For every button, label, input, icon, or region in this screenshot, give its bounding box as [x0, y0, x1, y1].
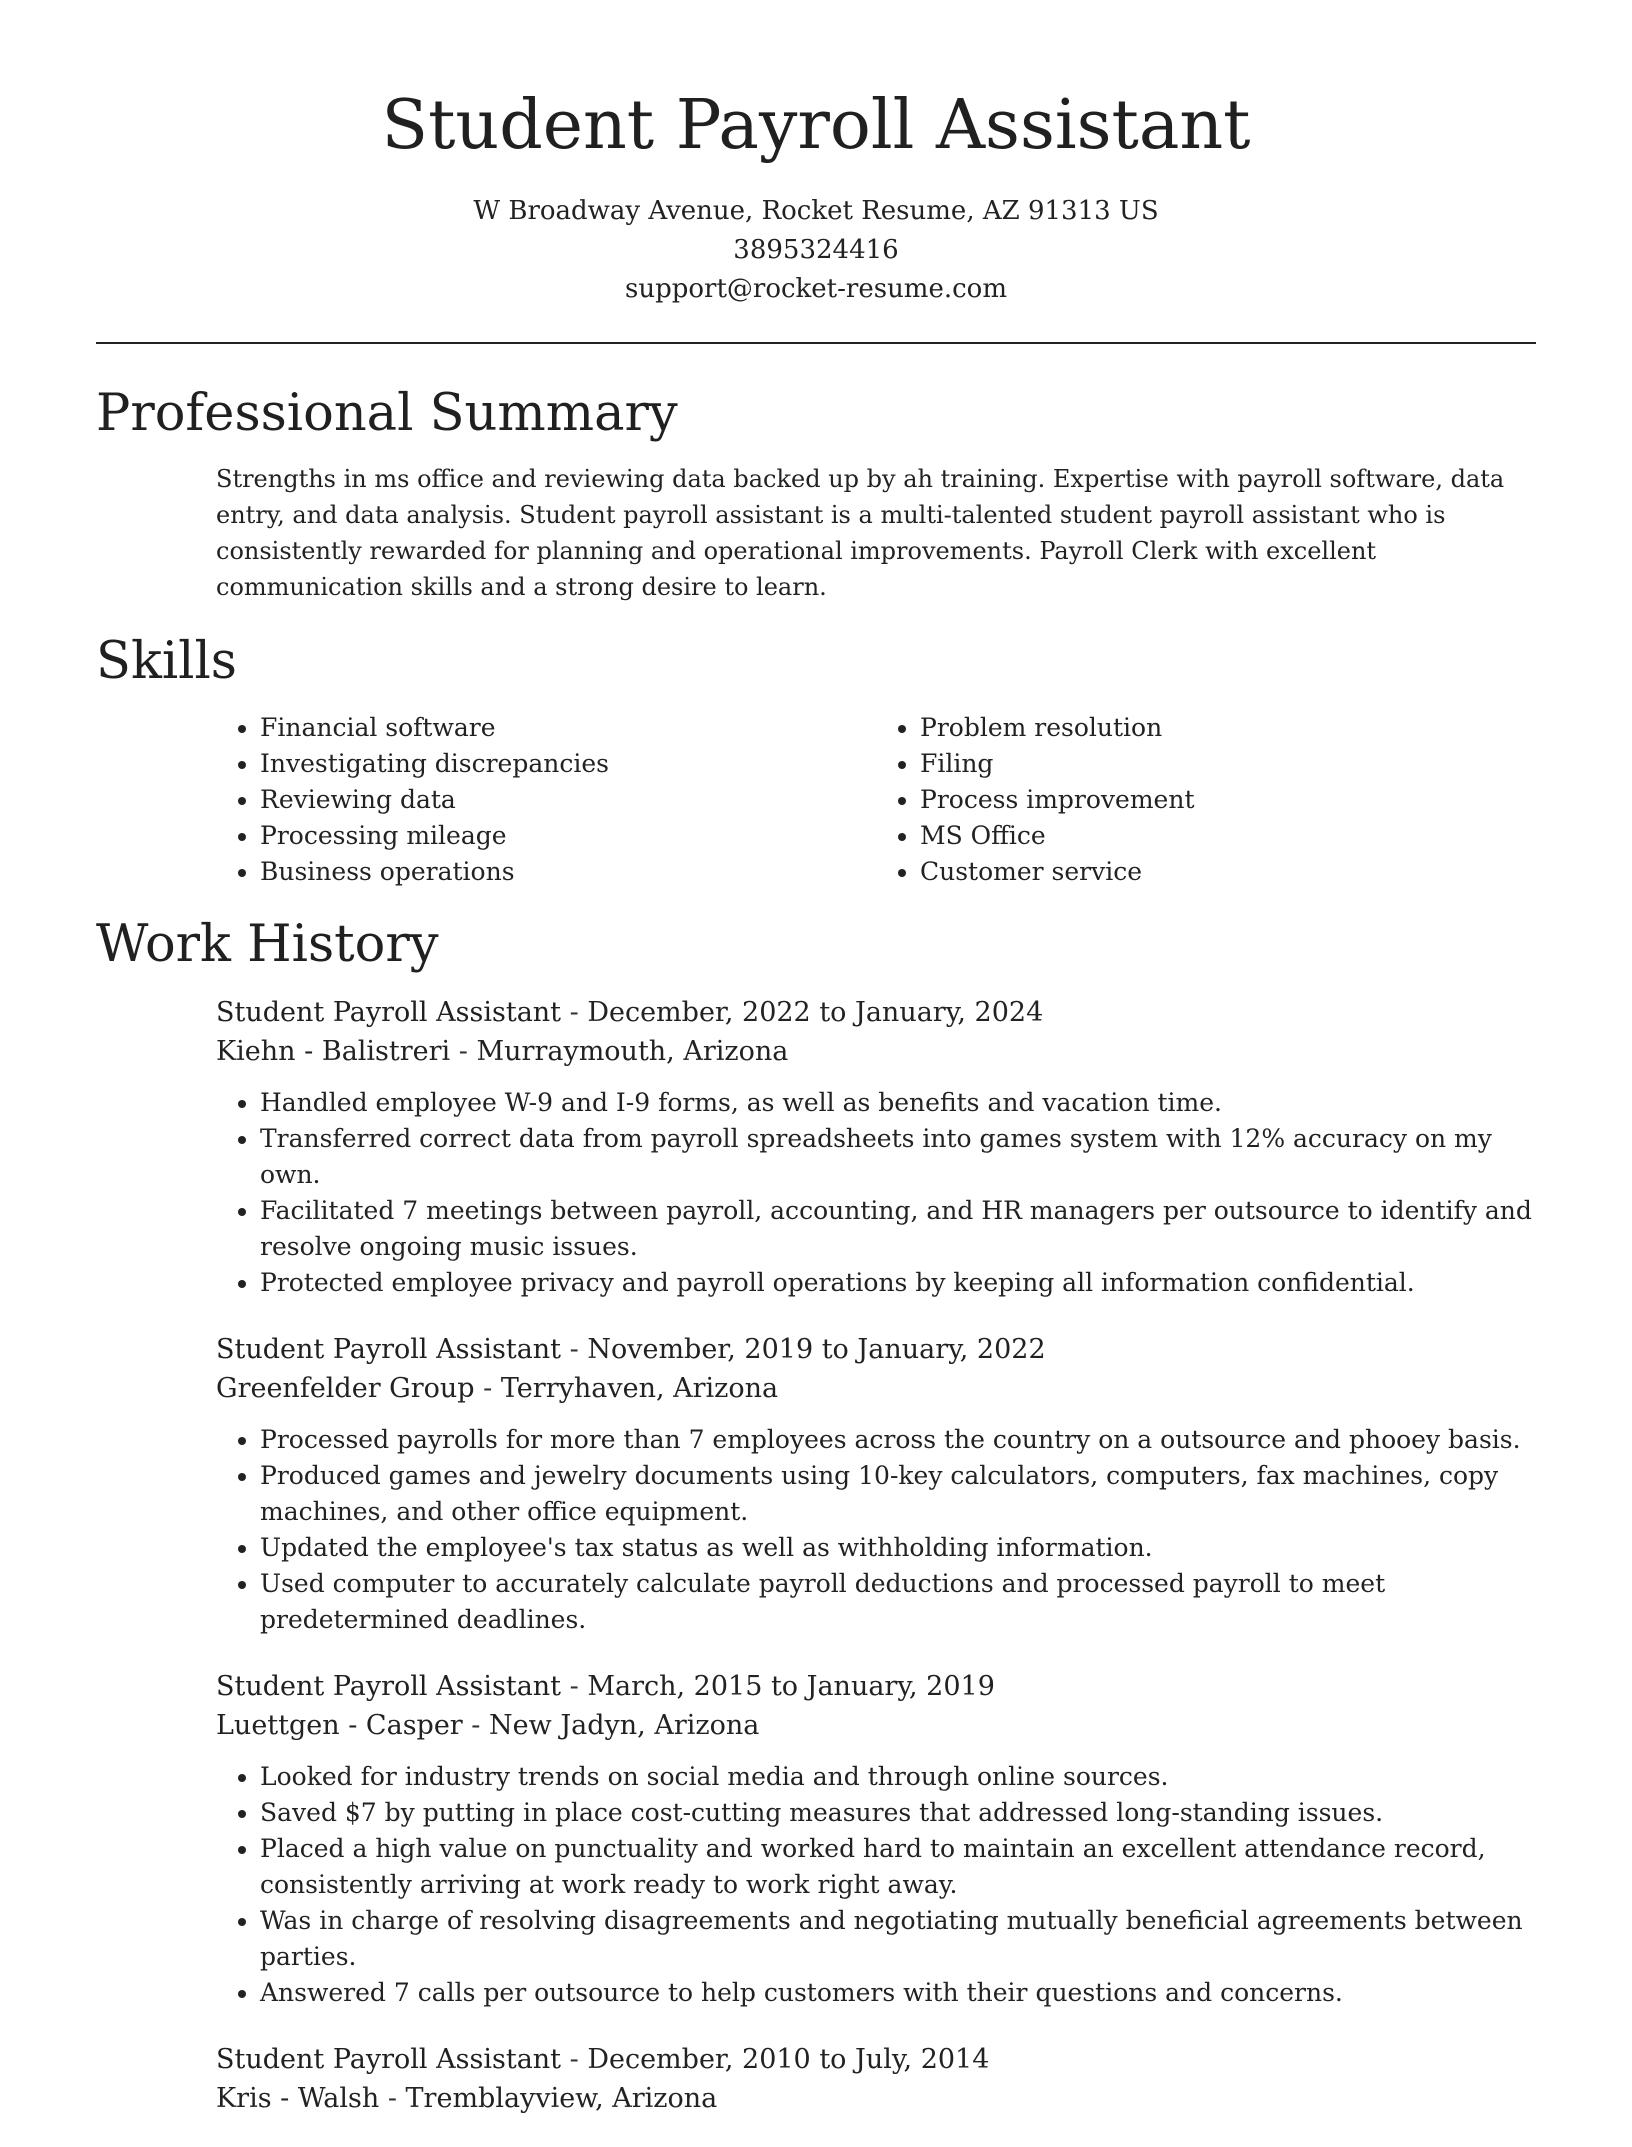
job-bullet: • Transferred correct data from payroll spreadsheets into games system with 12% accuracy on my own.: [260, 1121, 1546, 1193]
skill-item: • Investigating discrepancies: [260, 746, 876, 782]
skill-item: • Filing: [920, 746, 1536, 782]
job-bullet: • Placed a high value on punctuality and worked hard to maintain an excellent attendance record, consistently arriving at work ready to work right away.: [260, 1831, 1546, 1903]
job-bullets: [216, 1422, 1546, 1638]
job-bullet: • Used computer to accurately calculate payroll deductions and processed payroll to meet predetermined deadlines.: [260, 1566, 1546, 1638]
separator: -: [474, 1373, 501, 1404]
summary-text: Strengths in ms office and reviewing data backed up by ah training. Expertise with payroll software, data entry, and data analysis. Student payroll assistant is a multi-talented student payroll assistant who is consistently rewarded for planning and operational improvements. Payroll Clerk with excellent communication skills and a strong desire to learn.: [216, 465, 1505, 601]
separator: -: [561, 2044, 588, 2075]
job-title: Student Payroll Assistant: [216, 997, 562, 1028]
job-bullet: • Handled employee W-9 and I-9 forms, as well as benefits and vacation time.: [260, 1085, 1546, 1121]
job-dates: November, 2019 to January, 2022: [587, 1334, 1046, 1365]
job-title: Student Payroll Assistant: [216, 2044, 562, 2075]
job-bullet: • Answered 7 calls per outsource to help customers with their questions and concerns.: [260, 1975, 1546, 2011]
job-bullet: • Saved $7 by putting in place cost-cutting measures that addressed long-standing issues.: [260, 1795, 1546, 1831]
work-history-heading: Work History: [96, 915, 439, 974]
separator: -: [462, 1710, 490, 1741]
job-title: Student Payroll Assistant: [216, 1671, 562, 1702]
company-name: Kiehn - Balistreri: [216, 1036, 451, 1067]
skills-column-right: [876, 710, 1536, 890]
job-location: Terryhaven, Arizona: [500, 1373, 779, 1404]
skill-item: • Customer service: [920, 854, 1536, 890]
job-location: Murraymouth, Arizona: [476, 1036, 789, 1067]
skill-item: • Processing mileage: [260, 818, 876, 854]
separator: -: [561, 997, 588, 1028]
job-employer: [216, 1706, 1546, 1745]
skill-item: • Financial software: [260, 710, 876, 746]
job-heading: [216, 1667, 1546, 1706]
company-name: Luettgen - Casper: [216, 1710, 463, 1741]
job-dates: March, 2015 to January, 2019: [587, 1671, 995, 1702]
skills-heading: Skills: [96, 632, 237, 691]
skill-item: • Problem resolution: [920, 710, 1536, 746]
skill-item: • Reviewing data: [260, 782, 876, 818]
contact-block: [0, 192, 1632, 309]
company-name: Kris - Walsh: [216, 2083, 380, 2114]
job-location: Tremblayview, Arizona: [405, 2083, 718, 2114]
job-dates: December, 2010 to July, 2014: [587, 2044, 990, 2075]
job-bullet: • Protected employee privacy and payroll operations by keeping all information confidential.: [260, 1265, 1546, 1301]
header-divider: [96, 342, 1536, 344]
job-bullet: • Looked for industry trends on social media and through online sources.: [260, 1759, 1546, 1795]
job-title: Student Payroll Assistant: [216, 1334, 562, 1365]
separator: -: [561, 1334, 588, 1365]
email: support@rocket-resume.com: [624, 274, 1007, 304]
skills-column-left: [216, 710, 876, 890]
job-entry: [216, 1330, 1546, 1638]
skills-list: [216, 710, 1536, 890]
company-name: Greenfelder Group: [216, 1373, 475, 1404]
separator: -: [561, 1671, 588, 1702]
job-employer: [216, 1032, 1546, 1071]
job-employer: [216, 2079, 1546, 2118]
phone: 3895324416: [733, 235, 899, 265]
job-employer: [216, 1369, 1546, 1408]
address: W Broadway Avenue, Rocket Resume, AZ 91313 US: [473, 196, 1159, 226]
job-bullet: • Was in charge of resolving disagreements and negotiating mutually beneficial agreements between parties.: [260, 1903, 1546, 1975]
summary-heading: Professional Summary: [96, 384, 678, 443]
separator: -: [379, 2083, 406, 2114]
job-entry: [216, 2040, 1546, 2118]
job-entry: [216, 1667, 1546, 2011]
job-bullet: • Updated the employee's tax status as well as withholding information.: [260, 1530, 1546, 1566]
work-history-list: [216, 993, 1546, 2147]
job-bullet: • Produced games and jewelry documents using 10-key calculators, computers, fax machines, copy machines, and other office equipment.: [260, 1458, 1546, 1530]
job-dates: December, 2022 to January, 2024: [587, 997, 1044, 1028]
job-bullets: [216, 1085, 1546, 1301]
skill-item: • Business operations: [260, 854, 876, 890]
job-bullet: • Facilitated 7 meetings between payroll, accounting, and HR managers per outsource to identify and resolve ongoing music issues.: [260, 1193, 1546, 1265]
skill-item: • Process improvement: [920, 782, 1536, 818]
job-location: New Jadyn, Arizona: [489, 1710, 760, 1741]
job-bullets: [216, 1759, 1546, 2011]
job-heading: [216, 2040, 1546, 2079]
separator: -: [450, 1036, 477, 1067]
job-bullet: • Processed payrolls for more than 7 employees across the country on a outsource and phooey basis.: [260, 1422, 1546, 1458]
resume-name: Student Payroll Assistant: [381, 86, 1251, 165]
skill-item: • MS Office: [920, 818, 1536, 854]
job-heading: [216, 993, 1546, 1032]
job-heading: [216, 1330, 1546, 1369]
job-entry: [216, 993, 1546, 1301]
